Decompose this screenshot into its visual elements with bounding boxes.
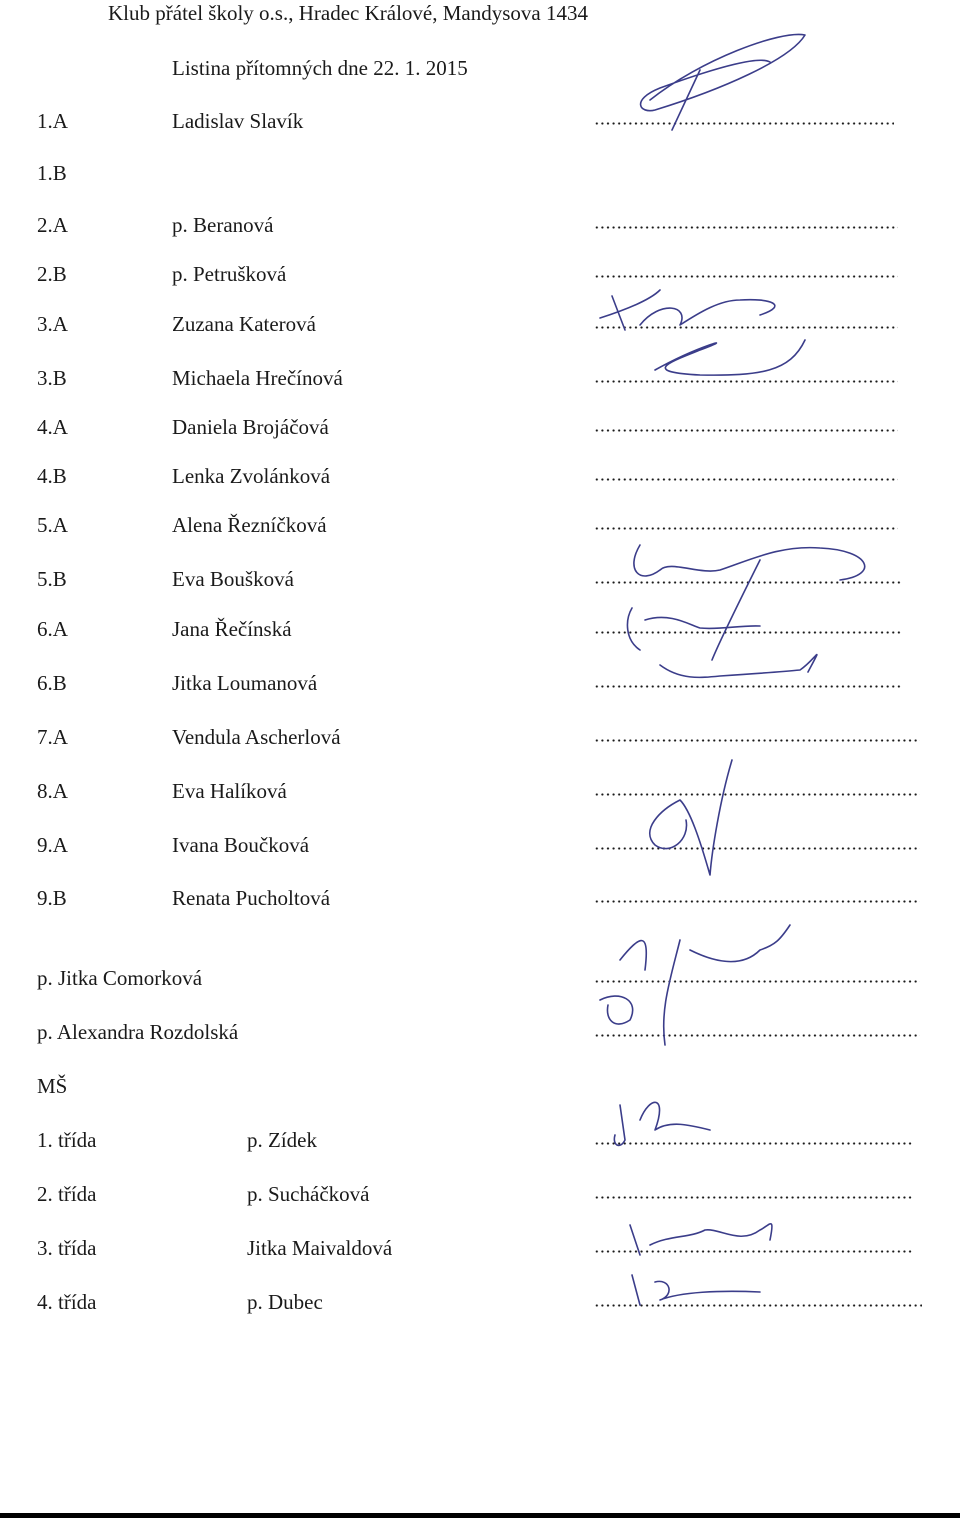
class-label: 7.A <box>37 725 68 749</box>
class-label: 8.A <box>37 779 68 803</box>
class-label: 1.A <box>37 109 68 133</box>
class-label: 9.A <box>37 833 68 857</box>
signature-mark <box>655 340 805 375</box>
signature-line <box>594 980 920 983</box>
attendee-name: Michaela Hrečínová <box>172 366 343 390</box>
signature-line <box>594 739 920 742</box>
class-label: 4. třída <box>37 1290 97 1314</box>
class-label: 6.B <box>37 671 67 695</box>
page-bottom-border <box>0 1513 960 1518</box>
signature-mark <box>600 290 775 330</box>
class-label: 5.B <box>37 567 67 591</box>
section-heading: MŠ <box>37 1074 68 1098</box>
signature-line <box>594 1304 922 1307</box>
signature-mark <box>660 655 817 678</box>
class-label: 1.B <box>37 161 67 185</box>
class-label: 3.B <box>37 366 67 390</box>
signature-line <box>594 1196 912 1199</box>
attendee-name: p. Beranová <box>172 213 274 237</box>
class-label: 2.B <box>37 262 67 286</box>
signature-line <box>594 122 894 125</box>
signature-line <box>594 226 898 229</box>
signature-line <box>594 631 902 634</box>
signature-mark <box>627 608 760 650</box>
signature-line <box>594 429 898 432</box>
attendee-name: Jitka Loumanová <box>172 671 318 695</box>
class-label: 5.A <box>37 513 68 537</box>
attendee-name: Renata Pucholtová <box>172 886 331 910</box>
signature-line <box>594 326 898 329</box>
attendee-name: p. Dubec <box>247 1290 323 1314</box>
attendee-name: Daniela Brojáčová <box>172 415 329 439</box>
signature-line <box>594 1142 912 1145</box>
signature-line <box>594 900 920 903</box>
signature-line <box>594 380 898 383</box>
class-label: 2.A <box>37 213 68 237</box>
attendee-name: p. Alexandra Rozdolská <box>37 1020 239 1044</box>
class-label: 6.A <box>37 617 68 641</box>
attendee-name: Alena Řezníčková <box>172 513 327 537</box>
attendee-name: p. Zídek <box>247 1128 317 1152</box>
club-header: Klub přátel školy o.s., Hradec Králové, Mandysova 1434 <box>108 1 588 25</box>
signature-mark <box>632 1275 760 1305</box>
document-title: Listina přítomných dne 22. 1. 2015 <box>172 56 468 80</box>
attendee-name: Jitka Maivaldová <box>247 1236 393 1260</box>
signature-line <box>594 527 898 530</box>
signature-line <box>594 1034 920 1037</box>
signature-mark <box>641 34 805 130</box>
signature-mark <box>600 925 790 1045</box>
attendee-name: Jana Řečínská <box>172 617 292 641</box>
attendee-name: p. Petrušková <box>172 262 287 286</box>
class-label: 9.B <box>37 886 67 910</box>
signature-line <box>594 1250 912 1253</box>
class-label: 4.B <box>37 464 67 488</box>
attendee-name: p. Sucháčková <box>247 1182 370 1206</box>
attendee-name: Zuzana Katerová <box>172 312 316 336</box>
attendee-name: Vendula Ascherlová <box>172 725 341 749</box>
class-label: 3. třída <box>37 1236 97 1260</box>
attendee-name: Lenka Zvolánková <box>172 464 331 488</box>
signature-mark <box>634 545 865 660</box>
signature-line <box>594 581 902 584</box>
class-label: 1. třída <box>37 1128 97 1152</box>
attendee-name: p. Jitka Comorková <box>37 966 203 990</box>
signature-mark <box>650 760 732 875</box>
attendee-name: Eva Halíková <box>172 779 287 803</box>
attendee-name: Ladislav Slavík <box>172 109 304 133</box>
class-label: 4.A <box>37 415 68 439</box>
signature-line <box>594 478 898 481</box>
signature-line <box>594 847 920 850</box>
class-label: 3.A <box>37 312 68 336</box>
signature-line <box>594 685 902 688</box>
class-label: 2. třída <box>37 1182 97 1206</box>
signature-line <box>594 793 920 796</box>
signature-line <box>594 275 898 278</box>
signature-mark <box>614 1102 710 1145</box>
attendee-name: Eva Boušková <box>172 567 294 591</box>
attendee-name: Ivana Boučková <box>172 833 310 857</box>
